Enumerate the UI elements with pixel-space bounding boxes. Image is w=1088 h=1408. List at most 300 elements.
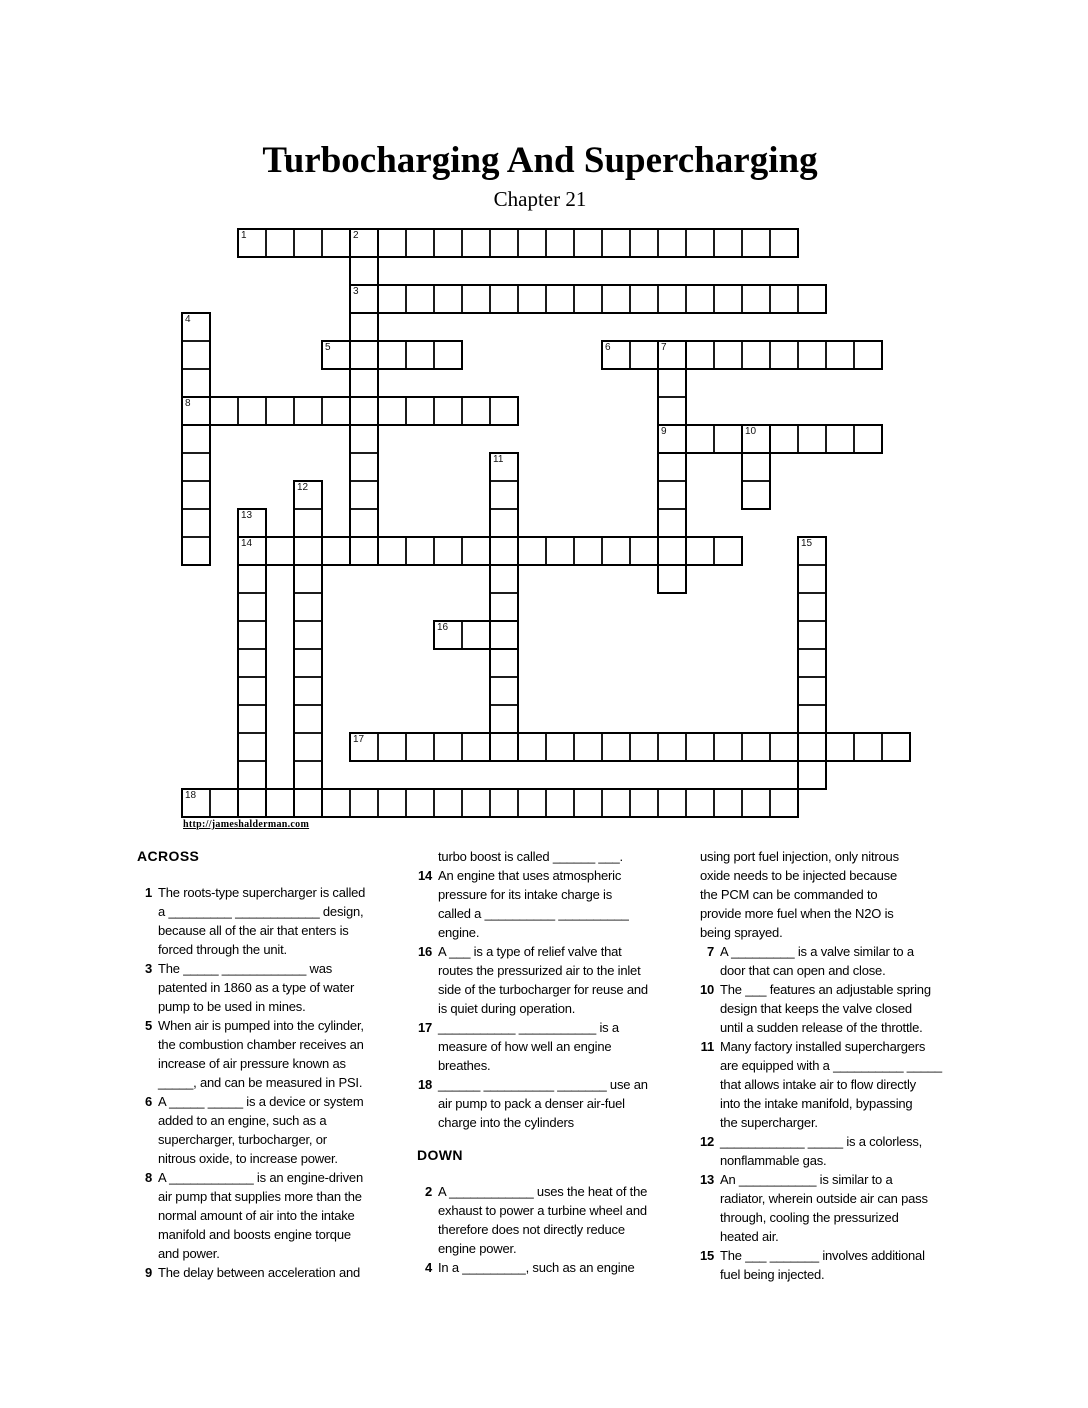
clue-item-number: 17 bbox=[417, 1020, 432, 1035]
clue-item-text bbox=[158, 1092, 363, 1168]
grid-cell bbox=[574, 229, 602, 257]
grid-cell bbox=[378, 733, 406, 761]
grid-cell bbox=[238, 733, 266, 761]
clue-text-line: through, cooling the pressurized bbox=[720, 1210, 899, 1225]
clue-text-line: heated air. bbox=[720, 1229, 779, 1244]
grid-cell bbox=[238, 621, 266, 649]
clue-text-line: the PCM can be commanded to bbox=[700, 887, 878, 902]
clue-column-2 bbox=[410, 847, 668, 1277]
grid-cell bbox=[658, 509, 686, 537]
grid-cell bbox=[490, 285, 518, 313]
clue-number: 14 bbox=[241, 538, 253, 549]
clue-number: 11 bbox=[493, 454, 504, 465]
clue-text-line: the combustion chamber receives an bbox=[158, 1037, 364, 1052]
clue-item-9 bbox=[130, 1263, 388, 1282]
clue-item-5 bbox=[130, 1016, 388, 1092]
clue-item-text bbox=[720, 980, 931, 1037]
grid-cell bbox=[798, 677, 826, 705]
grid-cell bbox=[518, 537, 546, 565]
grid-cell bbox=[266, 397, 294, 425]
grid-cell bbox=[546, 789, 574, 817]
grid-cell bbox=[714, 537, 742, 565]
grid-cell bbox=[602, 789, 630, 817]
clue-item-4 bbox=[410, 1258, 668, 1277]
clue-item-number: 15 bbox=[699, 1248, 714, 1263]
clue-item-text bbox=[438, 847, 623, 866]
grid-cell bbox=[798, 593, 826, 621]
grid-cell bbox=[434, 733, 462, 761]
clue-text-line: pressure for its intake charge is bbox=[438, 887, 613, 902]
clue-item-text bbox=[158, 1263, 360, 1282]
clue-continuation bbox=[692, 847, 950, 942]
clue-number: 9 bbox=[661, 426, 667, 437]
grid-cell bbox=[406, 397, 434, 425]
clue-number: 12 bbox=[297, 482, 309, 493]
grid-cell bbox=[658, 369, 686, 397]
clue-item-3 bbox=[130, 959, 388, 1016]
grid-cell bbox=[798, 733, 826, 761]
clue-item-number: 7 bbox=[706, 944, 714, 959]
clue-text-line: supercharger, turbocharger, or bbox=[158, 1132, 327, 1147]
clue-item-text bbox=[700, 847, 899, 942]
page-title: Turbocharging And Supercharging bbox=[262, 140, 818, 181]
grid-cell bbox=[350, 369, 378, 397]
grid-cell bbox=[238, 705, 266, 733]
grid-cell bbox=[294, 481, 322, 509]
grid-cell bbox=[462, 397, 490, 425]
grid-cell bbox=[798, 565, 826, 593]
grid-cell bbox=[518, 789, 546, 817]
clue-text-line: ___________ ___________ is a bbox=[438, 1020, 619, 1035]
clue-item-text bbox=[720, 942, 914, 980]
grid-cell bbox=[350, 789, 378, 817]
grid-cell bbox=[406, 285, 434, 313]
grid-cell bbox=[574, 733, 602, 761]
clue-item-18 bbox=[410, 1075, 668, 1132]
grid-cell bbox=[182, 397, 210, 425]
grid-cell bbox=[434, 229, 462, 257]
clue-text-line: In a _________, such as an engine bbox=[438, 1260, 635, 1275]
grid-cell bbox=[770, 789, 798, 817]
grid-cell bbox=[658, 341, 686, 369]
clue-text-line: pump to be used in mines. bbox=[158, 999, 306, 1014]
clue-text-line: nonflammable gas. bbox=[720, 1153, 827, 1168]
clue-item-number: 11 bbox=[700, 1039, 714, 1054]
grid-cell bbox=[798, 705, 826, 733]
grid-cell bbox=[238, 229, 266, 257]
grid-cell bbox=[490, 593, 518, 621]
grid-cell bbox=[686, 537, 714, 565]
grid-cell bbox=[294, 397, 322, 425]
clue-text-line: When air is pumped into the cylinder, bbox=[158, 1018, 364, 1033]
grid-cell bbox=[686, 229, 714, 257]
grid-cell bbox=[238, 509, 266, 537]
clue-text-line: increase of air pressure known as bbox=[158, 1056, 346, 1071]
grid-cell bbox=[798, 537, 826, 565]
grid-cell bbox=[238, 677, 266, 705]
grid-cell bbox=[294, 593, 322, 621]
clue-number: 2 bbox=[353, 230, 359, 241]
grid-cell bbox=[322, 341, 350, 369]
clue-item-text bbox=[720, 1132, 922, 1170]
grid-cell bbox=[294, 761, 322, 789]
grid-cell bbox=[406, 733, 434, 761]
clue-text-line: air pump that supplies more than the bbox=[158, 1189, 362, 1204]
clue-text-line: A _________ is a valve similar to a bbox=[720, 944, 914, 959]
clue-item-number: 3 bbox=[144, 961, 152, 976]
clue-number: 1 bbox=[241, 230, 247, 241]
grid-cell bbox=[798, 761, 826, 789]
clue-text-line: manifold and boosts engine torque bbox=[158, 1227, 351, 1242]
grid-cell bbox=[266, 537, 294, 565]
grid-cell bbox=[686, 341, 714, 369]
grid-cell bbox=[686, 425, 714, 453]
clue-text-line: side of the turbocharger for reuse and bbox=[438, 982, 648, 997]
grid-cell bbox=[462, 621, 490, 649]
grid-cell bbox=[294, 705, 322, 733]
grid-cell bbox=[546, 285, 574, 313]
grid-cell bbox=[462, 537, 490, 565]
grid-cell bbox=[490, 677, 518, 705]
clue-text-line: normal amount of air into the intake bbox=[158, 1208, 355, 1223]
grid-cell bbox=[630, 341, 658, 369]
clue-item-number: 4 bbox=[424, 1260, 432, 1275]
grid-cell bbox=[406, 537, 434, 565]
grid-cell bbox=[854, 425, 882, 453]
clue-text-line: being sprayed. bbox=[700, 925, 783, 940]
clue-item-number: 16 bbox=[417, 944, 432, 959]
clue-text-line: turbo boost is called ______ ___. bbox=[438, 849, 623, 864]
grid-cell bbox=[658, 789, 686, 817]
grid-cell bbox=[686, 789, 714, 817]
clue-item-6 bbox=[130, 1092, 388, 1168]
grid-cell bbox=[378, 229, 406, 257]
clue-item-number: 9 bbox=[144, 1265, 152, 1280]
grid-cell bbox=[462, 229, 490, 257]
grid-cell bbox=[882, 733, 910, 761]
grid-cell bbox=[378, 789, 406, 817]
grid-cell bbox=[854, 341, 882, 369]
clue-text-line: breathes. bbox=[438, 1058, 491, 1073]
grid-cell bbox=[462, 789, 490, 817]
clue-item-text bbox=[158, 883, 365, 959]
grid-cell bbox=[182, 341, 210, 369]
grid-cell bbox=[238, 565, 266, 593]
clue-number: 16 bbox=[437, 622, 449, 633]
clue-item-text bbox=[438, 866, 629, 942]
grid-cell bbox=[742, 453, 770, 481]
clue-number: 15 bbox=[801, 538, 813, 549]
grid-cell bbox=[686, 733, 714, 761]
grid-cell bbox=[322, 397, 350, 425]
grid-cell bbox=[574, 285, 602, 313]
grid-cell bbox=[686, 285, 714, 313]
clue-text-line: provide more fuel when the N2O is bbox=[700, 906, 894, 921]
clue-text-line: A _____ _____ is a device or system bbox=[158, 1094, 364, 1109]
clue-item-number: 8 bbox=[144, 1170, 152, 1185]
grid-cell bbox=[854, 733, 882, 761]
clue-item-8 bbox=[130, 1168, 388, 1263]
grid-cell bbox=[434, 789, 462, 817]
clue-item-2 bbox=[410, 1182, 668, 1258]
grid-cell bbox=[350, 257, 378, 285]
clue-text-line: ______ __________ _______ use an bbox=[438, 1077, 648, 1092]
clue-number: 18 bbox=[185, 790, 197, 801]
grid-cell bbox=[658, 481, 686, 509]
grid-cell bbox=[742, 229, 770, 257]
clue-text-line: engine power. bbox=[438, 1241, 517, 1256]
grid-cell bbox=[770, 341, 798, 369]
grid-cell bbox=[294, 733, 322, 761]
grid-cell bbox=[406, 789, 434, 817]
clue-text-line: a _________ ____________ design, bbox=[158, 904, 364, 919]
clue-text-line: the supercharger. bbox=[720, 1115, 818, 1130]
clue-text-line: A ____________ uses the heat of the bbox=[438, 1184, 648, 1199]
clue-item-text bbox=[438, 1018, 619, 1075]
grid-cell bbox=[238, 789, 266, 817]
clue-text-line: door that can open and close. bbox=[720, 963, 886, 978]
clue-column-3 bbox=[692, 847, 950, 1284]
grid-cell bbox=[294, 229, 322, 257]
grid-cell bbox=[434, 621, 462, 649]
grid-cell bbox=[630, 789, 658, 817]
clue-item-number: 2 bbox=[424, 1184, 432, 1199]
grid-cell bbox=[658, 733, 686, 761]
clue-text-line: called a __________ __________ bbox=[438, 906, 629, 921]
grid-cell bbox=[322, 789, 350, 817]
clue-text-line: ____________ _____ is a colorless, bbox=[720, 1134, 923, 1149]
grid-cell bbox=[182, 481, 210, 509]
clue-number: 8 bbox=[185, 398, 191, 409]
grid-cell bbox=[182, 369, 210, 397]
grid-cell bbox=[742, 481, 770, 509]
grid-cell bbox=[294, 789, 322, 817]
clue-text-line: patented in 1860 as a type of water bbox=[158, 980, 355, 995]
grid-cell bbox=[350, 425, 378, 453]
grid-cell bbox=[350, 229, 378, 257]
clue-item-text bbox=[438, 1075, 648, 1132]
clue-text-line: An ___________ is similar to a bbox=[720, 1172, 893, 1187]
clue-item-text bbox=[438, 1182, 647, 1258]
grid-cell bbox=[826, 733, 854, 761]
clue-text-line: charge into the cylinders bbox=[438, 1115, 574, 1130]
grid-cell bbox=[826, 425, 854, 453]
clue-item-7 bbox=[692, 942, 950, 980]
clue-number: 7 bbox=[661, 342, 667, 353]
clue-text-line: air pump to pack a denser air-fuel bbox=[438, 1096, 625, 1111]
grid-cell bbox=[182, 789, 210, 817]
grid-cell bbox=[210, 789, 238, 817]
clue-text-line: design that keeps the valve closed bbox=[720, 1001, 912, 1016]
down-header: DOWN bbox=[417, 1147, 463, 1163]
grid-cell bbox=[238, 761, 266, 789]
clue-text-line: An engine that uses atmospheric bbox=[438, 868, 622, 883]
clue-text-line: nitrous oxide, to increase power. bbox=[158, 1151, 338, 1166]
grid-cell bbox=[658, 453, 686, 481]
grid-cell bbox=[518, 229, 546, 257]
grid-cell bbox=[210, 397, 238, 425]
grid-cell bbox=[630, 285, 658, 313]
clue-text-line: into the intake manifold, bypassing bbox=[720, 1096, 913, 1111]
clue-item-number: 6 bbox=[144, 1094, 152, 1109]
grid-cell bbox=[798, 621, 826, 649]
clue-text-line: added to an engine, such as a bbox=[158, 1113, 327, 1128]
grid-cell bbox=[658, 565, 686, 593]
grid-cell bbox=[378, 537, 406, 565]
across-header: ACROSS bbox=[137, 848, 200, 864]
clue-text-line: oxide needs to be injected because bbox=[700, 868, 898, 883]
clue-text-line: The _____ ____________ was bbox=[158, 961, 333, 976]
grid-cell bbox=[322, 229, 350, 257]
clue-item-11 bbox=[692, 1037, 950, 1132]
clue-text-line: The delay between acceleration and bbox=[158, 1265, 361, 1280]
grid-cell bbox=[294, 621, 322, 649]
clue-text-line: exhaust to power a turbine wheel and bbox=[438, 1203, 647, 1218]
clue-item-text bbox=[438, 942, 648, 1018]
grid-cell bbox=[238, 397, 266, 425]
clue-item-text bbox=[158, 1016, 364, 1092]
grid-cell bbox=[658, 397, 686, 425]
clue-text-line: A ____________ is an engine-driven bbox=[158, 1170, 363, 1185]
grid-cell bbox=[294, 649, 322, 677]
grid-cell bbox=[406, 341, 434, 369]
grid-cell bbox=[238, 593, 266, 621]
clue-text-line: The roots-type supercharger is called bbox=[158, 885, 366, 900]
clue-text-line: radiator, wherein outside air can pass bbox=[720, 1191, 928, 1206]
grid-cell bbox=[350, 537, 378, 565]
grid-cell bbox=[434, 397, 462, 425]
grid-cell bbox=[518, 285, 546, 313]
grid-cell bbox=[350, 341, 378, 369]
grid-cell bbox=[266, 229, 294, 257]
grid-cell bbox=[182, 313, 210, 341]
clue-item-number: 18 bbox=[417, 1077, 432, 1092]
grid-cell bbox=[770, 229, 798, 257]
grid-cell bbox=[490, 565, 518, 593]
grid-cell bbox=[742, 733, 770, 761]
clue-item-text bbox=[720, 1170, 928, 1246]
grid-cell bbox=[350, 285, 378, 313]
grid-cell bbox=[714, 229, 742, 257]
clue-item-text bbox=[720, 1246, 925, 1284]
clue-number: 17 bbox=[353, 734, 365, 745]
clue-text-line: engine. bbox=[438, 925, 480, 940]
grid-cell bbox=[434, 341, 462, 369]
grid-cell bbox=[462, 733, 490, 761]
grid-cell bbox=[490, 537, 518, 565]
clue-item-number: 14 bbox=[417, 868, 432, 883]
grid-cell bbox=[742, 425, 770, 453]
grid-cell bbox=[518, 733, 546, 761]
grid-cell bbox=[574, 537, 602, 565]
grid-cell bbox=[490, 649, 518, 677]
grid-cell bbox=[266, 789, 294, 817]
clue-item-12 bbox=[692, 1132, 950, 1170]
clue-text-line: The ___ features an adjustable spring bbox=[720, 982, 931, 997]
clue-item-13 bbox=[692, 1170, 950, 1246]
grid-cell bbox=[434, 285, 462, 313]
clue-text-line: The ___ _______ involves additional bbox=[720, 1248, 925, 1263]
page-subtitle: Chapter 21 bbox=[493, 187, 587, 211]
grid-cell bbox=[490, 481, 518, 509]
grid-cell bbox=[490, 397, 518, 425]
grid-cell bbox=[294, 565, 322, 593]
grid-cell bbox=[182, 453, 210, 481]
grid-cell bbox=[602, 229, 630, 257]
clue-continuation bbox=[410, 847, 668, 866]
clue-text-line: is quiet during operation. bbox=[438, 1001, 576, 1016]
grid-cell bbox=[714, 341, 742, 369]
grid-cell bbox=[182, 537, 210, 565]
grid-cell bbox=[770, 733, 798, 761]
grid-cell bbox=[630, 229, 658, 257]
clue-text-line: A ___ is a type of relief valve that bbox=[438, 944, 622, 959]
grid-cell bbox=[602, 285, 630, 313]
grid-cell bbox=[658, 285, 686, 313]
grid-cell bbox=[322, 537, 350, 565]
clue-number: 3 bbox=[353, 286, 359, 297]
grid-cell bbox=[490, 733, 518, 761]
grid-cell bbox=[350, 313, 378, 341]
grid-cell bbox=[770, 425, 798, 453]
grid-cell bbox=[658, 425, 686, 453]
clue-number: 10 bbox=[745, 426, 757, 437]
grid-cell bbox=[826, 341, 854, 369]
grid-cell bbox=[294, 537, 322, 565]
clue-text-line: are equipped with a __________ _____ bbox=[720, 1058, 942, 1073]
clue-text-line: using port fuel injection, only nitrous bbox=[700, 849, 899, 864]
grid-cell bbox=[602, 733, 630, 761]
grid-cell bbox=[658, 229, 686, 257]
crossword-grid bbox=[182, 229, 910, 817]
clue-text-line: routes the pressurized air to the inlet bbox=[438, 963, 641, 978]
clue-text-line: until a sudden release of the throttle. bbox=[720, 1020, 923, 1035]
grid-cell bbox=[350, 733, 378, 761]
grid-cell bbox=[770, 285, 798, 313]
grid-cell bbox=[490, 621, 518, 649]
clue-text-line: _____, and can be measured in PSI. bbox=[158, 1075, 363, 1090]
grid-cell bbox=[294, 677, 322, 705]
grid-cell bbox=[546, 537, 574, 565]
grid-cell bbox=[714, 789, 742, 817]
clue-item-10 bbox=[692, 980, 950, 1037]
grid-cell bbox=[602, 341, 630, 369]
grid-cell bbox=[546, 733, 574, 761]
grid-cell bbox=[434, 537, 462, 565]
grid-cell bbox=[742, 789, 770, 817]
grid-cell bbox=[630, 733, 658, 761]
grid-cell bbox=[742, 285, 770, 313]
grid-cell bbox=[490, 229, 518, 257]
source-url-link[interactable]: http://jameshalderman.com bbox=[183, 819, 310, 830]
clue-item-text bbox=[720, 1037, 942, 1132]
clue-item-text bbox=[438, 1258, 635, 1277]
grid-cell bbox=[378, 285, 406, 313]
clue-item-number: 13 bbox=[699, 1172, 714, 1187]
grid-cell bbox=[350, 453, 378, 481]
clue-item-15 bbox=[692, 1246, 950, 1284]
grid-cell bbox=[798, 425, 826, 453]
clue-item-17 bbox=[410, 1018, 668, 1075]
clue-text-line: because all of the air that enters is bbox=[158, 923, 349, 938]
grid-cell bbox=[490, 453, 518, 481]
grid-cell bbox=[546, 229, 574, 257]
grid-cell bbox=[378, 397, 406, 425]
grid-cell bbox=[182, 425, 210, 453]
grid-cell bbox=[350, 509, 378, 537]
clue-item-number: 12 bbox=[699, 1134, 714, 1149]
grid-cell bbox=[658, 537, 686, 565]
